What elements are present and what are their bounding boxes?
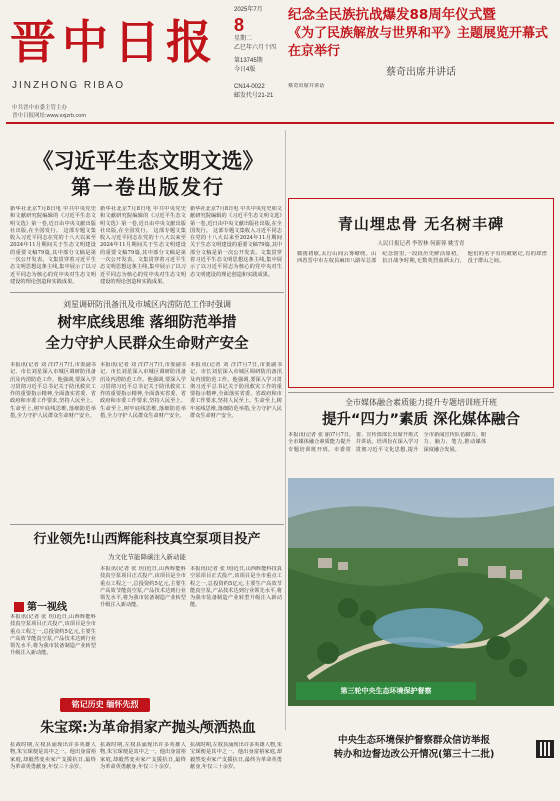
logo-pinyin: JINZHONG RIBAO xyxy=(12,80,126,91)
divider-mid-left xyxy=(10,292,284,293)
lower-left-body-col-1: 本报讯(记者 张 玥)近日,山西辉能科技真空泵项目正式投产,该项目是全市重点工程之一,总投资约5亿元,主要生产高效节能真空泵,产品技术达到行业领先水平,将为我市装备制造产业转型升级注入新动能。 xyxy=(10,614,96,657)
year-month: 2025年7月 xyxy=(234,7,263,13)
mid-left-body-col-1: 本报讯(记者 刘 洋)7月7日,市委副书记、市长刘星深入市城区调研防汛备汛及内涝防范工作。他强调,要深入学习贯彻习近平总书记关于防汛救灾工作的重要指示精神,全面落实省委、省政府和市委工作要求,坚持人民至上、生命至上,树牢底线思维,落细防范举措,全力守护人民群众生命财产安全。 xyxy=(10,362,96,420)
feature-title: 青山埋忠骨 无名树丰碑 xyxy=(337,215,505,233)
mid-right-kicker: 全市媒体融合素质能力提升专题培训班开班 xyxy=(345,398,497,407)
sponsor: 中共晋中市委主管主办 xyxy=(12,105,68,111)
bottom-left-body-col-2: 抗战时期,左权县涌现出许多英雄人物,朱宝琛便是其中之一。他出身富裕家庭,却毅然变卖家产支援抗日,最终为革命英勇献身,年仅三十余岁。 xyxy=(100,742,186,770)
lead-headline-2: 第一卷出版发行 xyxy=(71,175,225,199)
lower-left-headline: 行业领先!山西辉能科技真空泵项目投产 xyxy=(33,532,261,547)
bottom-right-headline-1: 中央生态环境保护督察群众信访举报 xyxy=(337,735,490,746)
mid-right-body: 本报讯(记者 张 丽)7月7日,全市媒体融合素质能力提升专题培训班开班。市委常委、宣传部部长出席开班式并讲话。培训旨在深入学习贯彻习近平文化思想,提升全市新闻宣传队伍脚力、眼力、脑力、笔力,推动媒体深度融合发展。 xyxy=(288,432,487,453)
divider-lower-left xyxy=(10,524,284,525)
masthead xyxy=(6,4,276,122)
aerial-photo xyxy=(288,478,554,706)
top-right-story xyxy=(288,6,554,179)
qr-code-icon[interactable] xyxy=(536,740,554,758)
masthead-divider xyxy=(6,122,554,124)
feature-byline: 人民日报记者 李智林 何新蓉 姚雪青 xyxy=(377,241,465,247)
bottom-left-headline: 朱宝琛:为革命捐家产抛头颅洒热血 xyxy=(40,720,256,736)
lead-body-col-3: 新华社北京7月8日电 中共中央党史和文献研究院编辑的《习近平生态文明文选》第一卷,近日由中央文献出版社出版,在全国发行。 这部专题文集收入习近平同志在党的十八大以来至2024年11月期间关于生态文明建设的重要文稿79篇,其中部分文稿是第一次公开发表。文集贯穿着习近平生态文明思想这条主线,集中展示了以习近平同志为核心的党中央对生态文明建设的理论创造和实践成果。 xyxy=(190,206,282,278)
lower-left-body-col-3: 本报讯(记者 张 玥)近日,山西辉能科技真空泵项目正式投产,该项目是全市重点工程之一,总投资约5亿元,主要生产高效节能真空泵,产品技术达到行业领先水平,将为我市装备制造产业转型升级注入新动能。 xyxy=(190,566,282,609)
top-subline: 蔡奇出席并讲话 xyxy=(386,67,456,78)
mid-left-body-col-2: 本报讯(记者 刘 洋)7月7日,市委副书记、市长刘星深入市城区调研防汛备汛及内涝防范工作。他强调,要深入学习贯彻习近平总书记关于防汛救灾工作的重要指示精神,全面落实省委、省政府和市委工作要求,坚持人民至上、生命至上,树牢底线思维,落细防范举措,全力守护人民群众生命财产安全。 xyxy=(100,362,186,420)
aerial-photo-image xyxy=(288,478,554,706)
day-number: 8 xyxy=(234,15,245,35)
feature-body: 微雨初歇,太行山间云雾缭绕。山西省晋中市左权县麻田八路军总部纪念馆里,一段段历史鲜活如初。抗日战争时期,无数英烈血洒太行,他们的名字有的被铭记,有的却湮没于群山之间。 xyxy=(297,251,547,265)
top-headline-1: 纪念全民族抗战爆发88周年仪式暨 xyxy=(288,7,496,23)
lead-body-col-1: 新华社北京7月8日电 中共中央党史和文献研究院编辑的《习近平生态文明文选》第一卷,近日由中央文献出版社出版,在全国发行。 这部专题文集收入习近平同志在党的十八大以来至2024年11月期间关于生态文明建设的重要文稿79篇,其中部分文稿是第一次公开发表。文集贯穿着习近平生态文明思想这条主线,集中展示了以习近平同志为核心的党中央对生态文明建设的理论创造和实践成果。 xyxy=(10,206,96,285)
section-tag xyxy=(14,598,67,613)
issue-number: 第13745期 xyxy=(234,58,263,64)
history-banner: 铭记历史 缅怀先烈 xyxy=(60,698,150,712)
page-count: 今日4版 xyxy=(234,67,256,73)
weekday: 星期二 xyxy=(234,36,253,42)
section-label: 第一视线 xyxy=(27,602,67,613)
lead-headline xyxy=(10,148,286,200)
lower-left-body-col-2: 本报讯(记者 张 玥)近日,山西辉能科技真空泵项目正式投产,该项目是全市重点工程之一,总投资约5亿元,主要生产高效节能真空泵,产品技术达到行业领先水平,将为我市装备制造产业转型升级注入新动能。 xyxy=(100,566,186,609)
mid-left-headline-2: 全力守护人民群众生命财产安全 xyxy=(45,336,249,352)
mid-left-kicker: 刘星调研防汛备汛及市城区内涝防范工作时强调 xyxy=(63,300,231,309)
mid-right-headline: 提升“四力”素质 深化媒体融合 xyxy=(321,412,521,428)
section-bar-icon xyxy=(14,602,24,612)
lower-left-subline: 为文化节能降碳注入新动能 xyxy=(108,553,186,561)
feature-box xyxy=(288,198,554,388)
lead-headline-1: 《习近平生态文明文选》 xyxy=(32,149,264,173)
postal-code: 邮发代号21-21 xyxy=(234,93,274,99)
newspaper-logo: 晋中日报 xyxy=(10,15,218,69)
bottom-right-headline xyxy=(296,734,532,762)
column-separator xyxy=(285,130,286,730)
bottom-left-body-col-1: 抗战时期,左权县涌现出许多英雄人物,朱宝琛便是其中之一。他出身富裕家庭,却毅然变卖家产支援抗日,最终为革命英勇献身,年仅三十余岁。 xyxy=(10,742,96,770)
lead-body-col-2: 新华社北京7月8日电 中共中央党史和文献研究院编辑的《习近平生态文明文选》第一卷,近日由中央文献出版社出版,在全国发行。 这部专题文集收入习近平同志在党的十八大以来至2024年11月期间关于生态文明建设的重要文稿79篇,其中部分文稿是第一次公开发表。文集贯穿着习近平生态文明思想这条主线,集中展示了以习近平同志为核心的党中央对生态文明建设的理论创造和实践成果。 xyxy=(100,206,186,285)
lunar-date: 乙巳年六月十四 xyxy=(234,45,277,51)
top-headline-2: 《为了民族解放与世界和平》主题展览开幕式在京举行 xyxy=(288,26,549,59)
mid-left-headline-1: 树牢底线思维 落细防范举措 xyxy=(57,315,237,331)
issue-date xyxy=(234,6,282,101)
photo-badge: 第三轮中央生态环境保护督察 xyxy=(296,682,476,700)
bottom-left-body-col-3: 抗战时期,左权县涌现出许多英雄人物,朱宝琛便是其中之一。他出身富裕家庭,却毅然变卖家产支援抗日,最终为革命英勇献身,年仅三十余岁。 xyxy=(190,742,282,770)
cn-code: CN14-0022 xyxy=(234,84,265,90)
website[interactable]: 晋中日报网址:www.sxjzrb.com xyxy=(12,113,86,119)
top-right-body: 蔡奇出席并讲话 xyxy=(288,83,325,89)
mid-left-body-col-3: 本报讯(记者 刘 洋)7月7日,市委副书记、市长刘星深入市城区调研防汛备汛及内涝防范工作。他强调,要深入学习贯彻习近平总书记关于防汛救灾工作的重要指示精神,全面落实省委、省政府和市委工作要求,坚持人民至上、生命至上,树牢底线思维,落细防范举措,全力守护人民群众生命财产安全。 xyxy=(190,362,282,420)
masthead-meta xyxy=(12,104,272,120)
divider-mid-right xyxy=(288,392,554,393)
bottom-right-headline-2: 转办和边督边改公开情况(第三十二批) xyxy=(333,749,495,760)
